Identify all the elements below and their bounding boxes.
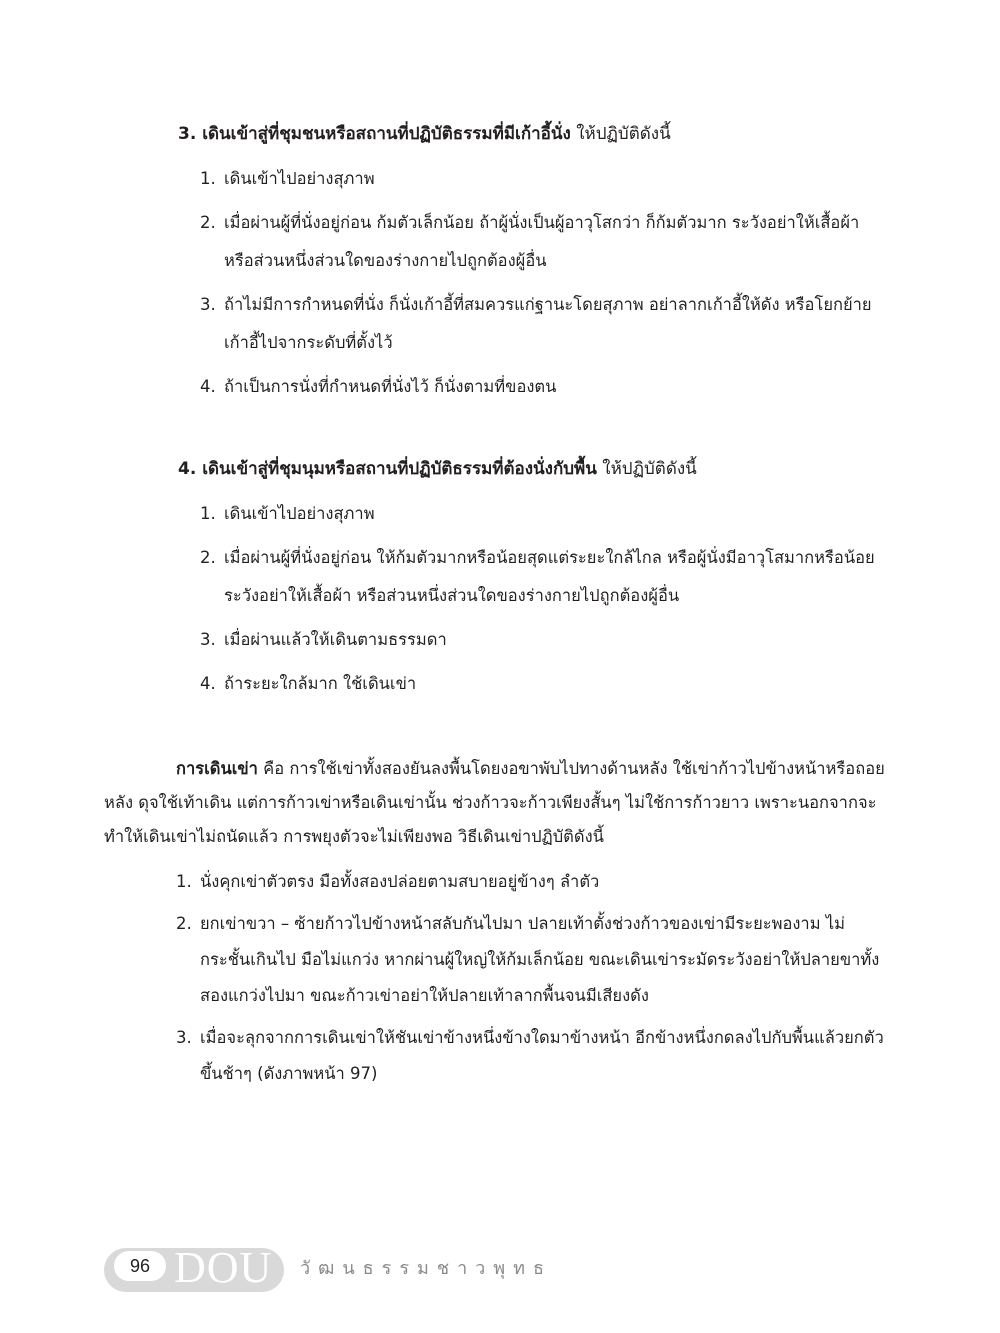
list-item-number: 3. — [176, 1028, 192, 1047]
section-heading — [178, 120, 888, 148]
dou-logo: DOU — [174, 1243, 273, 1292]
list-item-number: 3. — [200, 295, 216, 314]
list-item-number: 1. — [176, 872, 192, 891]
list-item-text: นั่งคุกเข่าตัวตรง มือทั้งสองปล่อยตามสบายอยู่ข้างๆ ลำตัว — [200, 872, 600, 891]
list-item-text: เมื่อจะลุกจากการเดินเข่าให้ชันเข่าข้างหนึ่งข้างใดมาข้างหน้า อีกข้างหนึ่งกดลงไปกับพื้นแล้วยกตัวขึ้นช้าๆ (ดังภาพหน้า 97) — [200, 1028, 884, 1083]
section-chair-venue — [178, 120, 888, 406]
book-title: วัฒนธรรมชาวพุทธ — [300, 1258, 553, 1279]
list-item — [176, 864, 888, 900]
list-item-number: 1. — [200, 504, 216, 523]
list-item — [178, 286, 888, 362]
section-heading-bold: 3. เดินเข้าสู่ที่ชุมชนหรือสถานที่ปฏิบัติธรรมที่มีเก้าอี้นั่ง — [178, 124, 571, 144]
section-list — [178, 160, 888, 406]
list-item-text: ถ้าไม่มีการกำหนดที่นั่ง ก็นั่งเก้าอี้ที่สมควรแก่ฐานะโดยสุภาพ อย่าลากเก้าอี้ให้ดัง หรือโยกย้ายเก้าอี้ไปจากระดับที่ตั้งไว้ — [224, 295, 872, 352]
list-item — [176, 906, 888, 1014]
list-item-number: 2. — [200, 548, 216, 567]
page-footer — [104, 1244, 704, 1296]
list-item — [178, 160, 888, 198]
list-item-text: ถ้าเป็นการนั่งที่กำหนดที่นั่งไว้ ก็นั่งตามที่ของตน — [224, 377, 557, 396]
section-list — [178, 495, 888, 703]
page-number: 96 — [114, 1251, 166, 1281]
knee-walking-paragraph — [104, 752, 886, 854]
section-heading-bold: 4. เดินเข้าสู่ที่ชุมนุมหรือสถานที่ปฏิบัติธรรมที่ต้องนั่งกับพื้น — [178, 459, 597, 479]
list-item — [178, 204, 888, 280]
list-item — [178, 621, 888, 659]
list-item — [178, 665, 888, 703]
list-item-text: เดินเข้าไปอย่างสุภาพ — [224, 504, 375, 523]
list-item-text: เมื่อผ่านผู้ที่นั่งอยู่ก่อน ให้ก้มตัวมากหรือน้อยสุดแต่ระยะใกล้ไกล หรือผู้นั่งมีอาวุโสมากหรือน้อย ระวังอย่าให้เสื้อผ้า หรือส่วนหนึ่งส่วนใดของร่างกายไปถูกต้องผู้อื่น — [224, 548, 875, 605]
list-item — [178, 495, 888, 533]
list-item-text: ถ้าระยะใกล้มาก ใช้เดินเข่า — [224, 674, 417, 693]
knee-walking-steps — [176, 864, 888, 1092]
list-item-number: 2. — [200, 213, 216, 232]
list-item-text: ยกเข่าขวา – ซ้ายก้าวไปข้างหน้าสลับกันไปมา ปลายเท้าตั้งช่วงก้าวของเข่ามีระยะพองาม ไม่กระชั้นเกินไป มือไม่แกว่ง หากผ่านผู้ใหญ่ให้ก้มเล็กน้อย ขณะเดินเข่าระมัดระวังอย่าให้ปลายขาทั้งสองแกว่งไปมา ขณะก้าวเข่าอย่าให้ปลายเท้าลากพื้นจนมีเสียงดัง — [200, 914, 880, 1005]
list-item-number: 4. — [200, 377, 216, 396]
list-item-number: 4. — [200, 674, 216, 693]
section-heading — [178, 455, 888, 483]
term-bold: การเดินเข่า — [176, 759, 258, 778]
list-item-number: 2. — [176, 914, 192, 933]
term-definition: คือ การใช้เข่าทั้งสองยันลงพื้นโดยงอขาพับไปทางด้านหลัง ใช้เข่าก้าวไปข้างหน้าหรือถอยหลัง ดุจใช้เท้าเดิน แต่การก้าวเข่าหรือเดินเข่านั้น ช่วงก้าวจะก้าวเพียงสั้นๆ ไม่ใช้การก้าวยาว เพราะนอกจากจะทำให้เดินเข่าไม่ถนัดแล้ว การพยุงตัวจะไม่เพียงพอ วิธีเดินเข่าปฏิบัติดังนี้ — [104, 759, 885, 846]
section-heading-rest: ให้ปฏิบัติดังนี้ — [596, 459, 697, 479]
list-item-number: 1. — [200, 169, 216, 188]
list-item-number: 3. — [200, 630, 216, 649]
list-item — [176, 1020, 888, 1092]
section-heading-rest: ให้ปฏิบัติดังนี้ — [570, 124, 671, 144]
list-item-text: เมื่อผ่านแล้วให้เดินตามธรรมดา — [224, 630, 447, 649]
list-item — [178, 368, 888, 406]
list-item — [178, 539, 888, 615]
list-item-text: เดินเข้าไปอย่างสุภาพ — [224, 169, 375, 188]
section-floor-venue — [178, 455, 888, 703]
list-item-text: เมื่อผ่านผู้ที่นั่งอยู่ก่อน ก้มตัวเล็กน้อย ถ้าผู้นั่งเป็นผู้อาวุโสกว่า ก็ก้มตัวมาก ระวังอย่าให้เสื้อผ้าหรือส่วนหนึ่งส่วนใดของร่างกายไปถูกต้องผู้อื่น — [224, 213, 860, 270]
